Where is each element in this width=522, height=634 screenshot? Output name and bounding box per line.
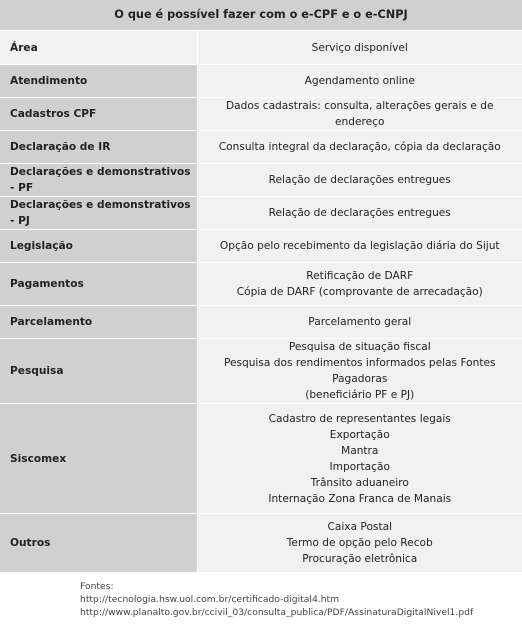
service-item: Importação xyxy=(329,460,390,473)
row-services xyxy=(197,164,522,197)
service-item: Cadastro de representantes legais xyxy=(268,412,451,425)
service-item: (beneficiário PF e PJ) xyxy=(305,389,415,401)
row-area: Atendimento xyxy=(0,65,197,98)
row-services xyxy=(197,98,522,131)
service-item: Parcelamento geral xyxy=(308,316,412,328)
row-area: Siscomex xyxy=(0,404,197,514)
row-area: Legislação xyxy=(0,230,197,263)
service-item: Agendamento online xyxy=(304,75,415,87)
service-item: Procuração eletrônica xyxy=(302,553,418,565)
table-row xyxy=(0,514,522,573)
row-area: Declaração de IR xyxy=(0,131,197,164)
service-item: Relação de declarações entregues xyxy=(268,174,451,186)
row-services xyxy=(197,230,522,263)
service-item: Pesquisa dos rendimentos informados pelas Fontes Pagadoras xyxy=(223,357,496,385)
table-row xyxy=(0,230,522,263)
service-item: Relação de declarações entregues xyxy=(268,207,451,219)
header-service: Serviço disponível xyxy=(197,31,522,65)
row-services xyxy=(197,514,522,573)
table-header-row xyxy=(0,31,522,65)
row-services xyxy=(197,197,522,230)
service-item: Trânsito aduaneiro xyxy=(310,476,409,489)
sources-label: Fontes: xyxy=(80,581,114,592)
row-services xyxy=(197,131,522,164)
table-row xyxy=(0,197,522,230)
table-title: O que é possível fazer com o e-CPF e o e-CNPJ xyxy=(0,0,522,31)
row-services xyxy=(197,339,522,404)
row-area: Pagamentos xyxy=(0,263,197,306)
service-item: Cópia de DARF (comprovante de arrecadação) xyxy=(236,286,483,298)
row-services xyxy=(197,65,522,98)
service-item: Pesquisa de situação fiscal xyxy=(288,341,431,353)
service-item: Termo de opção pelo Recob xyxy=(286,537,433,549)
source-link-2[interactable]: http://www.planalto.gov.br/ccivil_03/consulta_publica/PDF/AssinaturaDigitalNivel1.pdf xyxy=(80,607,474,618)
row-services xyxy=(197,263,522,306)
row-area: Cadastros CPF xyxy=(0,98,197,131)
table-row xyxy=(0,65,522,98)
service-item: Retificação de DARF xyxy=(306,270,414,282)
table-row xyxy=(0,339,522,404)
header-area: Área xyxy=(0,31,197,65)
row-area: Parcelamento xyxy=(0,306,197,339)
row-services xyxy=(197,404,522,514)
services-table xyxy=(0,31,522,573)
service-item: Caixa Postal xyxy=(327,521,393,533)
row-services xyxy=(197,306,522,339)
source-link-1[interactable]: http://tecnologia.hsw.uol.com.br/certificado-digital4.htm xyxy=(80,594,340,605)
service-item: Opção pelo recebimento da legislação diária do Sijut xyxy=(219,240,500,252)
table-row xyxy=(0,164,522,197)
sources-note xyxy=(80,580,510,619)
table-row xyxy=(0,263,522,306)
table-body xyxy=(0,65,522,573)
service-item: Consulta integral da declaração, cópia da declaração xyxy=(218,141,501,153)
row-area: Pesquisa xyxy=(0,339,197,404)
service-item: Dados cadastrais: consulta, alterações gerais e de endereço xyxy=(226,100,494,128)
table-row xyxy=(0,404,522,514)
row-area: Declarações e demonstrativos - PJ xyxy=(0,197,197,230)
service-item: Exportação xyxy=(329,428,390,441)
table-row xyxy=(0,98,522,131)
table-row xyxy=(0,131,522,164)
service-item: Mantra xyxy=(341,444,379,457)
table-row xyxy=(0,306,522,339)
row-area: Declarações e demonstrativos - PF xyxy=(0,164,197,197)
row-area: Outros xyxy=(0,514,197,573)
service-item: Internação Zona Franca de Manais xyxy=(268,492,452,505)
